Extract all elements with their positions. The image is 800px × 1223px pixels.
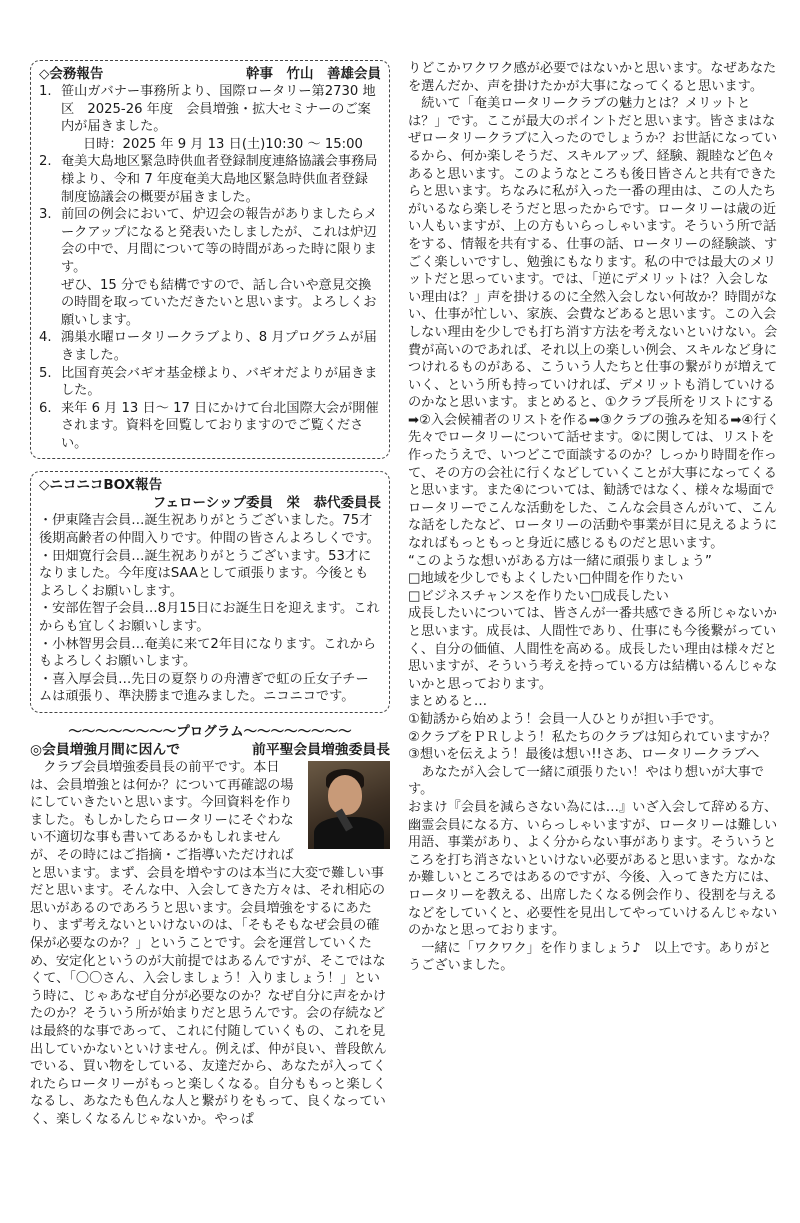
affairs-item-number: 2.: [39, 154, 52, 170]
affairs-item: [39, 83, 381, 136]
affairs-item-text: 前回の例会において、炉辺会の報告がありましたらメークアップになると発表いたしましたが、これは炉辺会の中で、月間について等の時間があった時に限ります。: [61, 207, 378, 275]
affairs-item: [39, 329, 381, 364]
program-summary-label: まとめると…: [408, 694, 488, 710]
program-paragraph: 成長したいについては、皆さんが一番共感できる所じゃないかと思います。成長は、人間性であり、仕事にも今後繋がっていく、自分の価値、人間性を高める。成長したい理由は様々だと思いますが、そういう考えを持っている方は結構いるんじゃないかと思っております。: [408, 606, 778, 692]
affairs-item-number: 4.: [39, 330, 52, 346]
affairs-item-text: 笹山ガバナー事務所より、国際ロータリー第2730 地区 2025-26 年度 会員増強・拡大セミナーのご案内が届きました。: [61, 84, 376, 135]
affairs-title: ◇会務報告: [39, 66, 104, 82]
program-paragraph: りどこかワクワク感が必要ではないかと思います。なぜあなたを選んだか、声を掛けたかが大事になってくると思います。: [408, 61, 777, 94]
program-banner: 〜〜〜〜〜〜〜〜プログラム〜〜〜〜〜〜〜〜: [68, 724, 352, 740]
affairs-item: [39, 206, 381, 276]
program-speaker: 前平聖会員増強委員長: [252, 742, 390, 758]
program-closing: 一緒に「ワクワク」を作りましょう♪ 以上です。ありがとうございました。: [408, 940, 772, 974]
left-column: [30, 60, 390, 1128]
affairs-item-number: 6.: [39, 400, 52, 416]
affairs-list: [39, 83, 381, 452]
affairs-item-text: 比国育英会バギオ基金様より、バギオだよりが届きました。: [61, 365, 378, 399]
nikoniko-header: [39, 476, 381, 494]
nikoniko-entry: ・小林智男会員…奄美に来て2年目になります。これからもよろしくお願いします。: [39, 636, 377, 670]
program-summary-point: ①勧誘から始めよう！会員一人ひとりが担い手です。: [408, 711, 723, 727]
nikoniko-box: [30, 471, 390, 713]
affairs-item-number: 1.: [39, 84, 52, 99]
affairs-item-text: 来年 6 月 13 日～ 17 日にかけて台北国際大会が開催されます。資料を回覧しておりますのでご覧ください。: [61, 400, 379, 451]
program-summary-point: ③想いを伝えよう！最後は想い!!さあ、ロータリークラブへ: [408, 747, 760, 763]
program-title: ◎会員増強月間に因んで: [30, 742, 181, 758]
photo-face: [328, 775, 362, 815]
program-paragraph: あなたが入会して一緒に頑張りたい！やはり想いが大事です。: [408, 764, 765, 798]
program-paragraph: クラブ会員増強委員長の前平です。本日は、会員増強とは何か？について再確認の場にしていきたいと思います。今回資料を作りました。もしかしたらロータリーにそぐわない不適切な事も書いてあるかもしれませんが、その時にはご指摘・ご指導いただければと思います。まず、会員を増やすのは本当に大変で難しい事だと思います。そんな中、入会してきた方々は、それ相応の思いがあるのであろうと思います。会員増強をするにあたり、まず考えないといけないのは、「そもそもなぜ会員の確保が必要なのか？」ということです。会を運営していくため、安定化というのが大前提ではあるんですが、そこではなくて、「〇〇さん、入会しましょう！入りましょう！」という時に、じゃあなぜ自分が必要なのか？なぜ自分に声をかけたのか？そういう所が始まりだと思うんです。会の存続などは最終的な事であって、これに付随していくもの、これを見出していかないといけません。例えば、仲が良い、普段飲んでいる、買い物をしている、友達だから、あなたが入ってくれたらロータリーがもっと楽しくなる。自分ももっと楽しくなるし、あなたも色んな人と繋がりをもって、良くなっていく、楽しくなるんじゃないか。やっぱ: [30, 760, 387, 1127]
program-paragraph: おまけ『会員を減らさない為には…』いざ入会して辞める方、幽霊会員になる方、いらっしゃいますが、ロータリーは難しい用語、事業があり、よく分からない事があります。そういうところを打ち消さないといけない必要があると思います。なかなか難しいところではあるのですが、今後、入ってきた方には、ロータリーを教える、出席したくなる例会作り、役割を与えるなどをしていくと、必要性を見出してやっていけるんじゃないのかなと思っております。: [408, 799, 778, 939]
affairs-item: [39, 153, 381, 206]
affairs-item-number: 5.: [39, 365, 52, 381]
program-summary-point: ②クラブをＰＲしよう！私たちのクラブは知られていますか？: [408, 729, 776, 745]
speaker-photo: [308, 761, 390, 849]
affairs-item: [39, 400, 381, 453]
affairs-item: [39, 365, 381, 400]
program-checklist-line: □ビジネスチャンスを作りたい□成長したい: [408, 588, 669, 604]
nikoniko-entry: ・喜入厚会員…先日の夏祭りの舟漕ぎで虹の丘女子チームは頑張り、準決勝まで進みました。ニコニコです。: [39, 671, 369, 705]
program-checklist-line: □地域を少しでもよくしたい□仲間を作りたい: [408, 571, 684, 587]
affairs-item3-note: ぜひ、15 分でも結構ですので、話し合いや意見交換の時間を取っていただきたいと思います。よろしくお願いします。: [61, 277, 377, 328]
affairs-item1-date: 日時：2025 年 9 月 13 日(土)10:30 ～ 15:00: [83, 136, 363, 152]
program-quote: “このような想いがある方は一緒に頑張りましょう”: [408, 553, 712, 569]
right-column: [408, 60, 780, 975]
affairs-item-number: 3.: [39, 207, 52, 223]
nikoniko-reporter: フェローシップ委員 栄 恭代委員長: [152, 495, 381, 512]
affairs-header: [39, 65, 381, 83]
nikoniko-entry: ・田畑寛行会員…誕生祝ありがとうございます。53才になりました。今年度はSAAとして頑張ります。今後ともよろしくお願いします。: [39, 548, 372, 599]
nikoniko-title: ◇ニコニコBOX報告: [39, 477, 163, 494]
nikoniko-entry: ・安部佐智子会員…8月15日にお誕生日を迎えます。これからも宜しくお願いします。: [39, 601, 380, 635]
program-body-left: [30, 759, 390, 1128]
program-header: [30, 741, 390, 759]
affairs-reporter: 幹事 竹山 善雄会員: [246, 66, 381, 82]
affairs-item-text: 奄美大島地区緊急時供血者登録制度連絡協議会事務局様より、令和 7 年度奄美大島地区緊急時供血者登録制度協議会の概要が届きました。: [61, 154, 378, 205]
affairs-item-text: 鴻巣水曜ロータリークラブより、8 月プログラムが届きました。: [61, 330, 377, 363]
nikoniko-entry: ・伊東隆吉会員…誕生祝ありがとうございました。75才後期高齢者の仲間入りです。仲間の皆さんよろしくです。: [39, 513, 380, 547]
program-paragraph: 続いて「奄美ロータリークラブの魅力とは？メリットとは？」です。ここが最大のポイントだと思います。皆さまはなぜロータリークラブに入ったのでしょうか？お世話になっているから、何か楽しそうだ、スキルアップ、経験、親睦など色々あると思います。このようなところも後日皆さんと共有できたらと思います。ちなみに私が入った一番の理由は、この人たちがいるなら楽しそうだと思ったからです。ロータリーは歳の近い人もいますが、上の方もいらっしゃいます。そういう所で話をする、情報を共有する、仕事の話、ロータリーの経験談、すごく楽しいですし、勉強にもなります。私の中では最大のメリットだと思っています。では、「逆にデメリットは？入会しない理由は？」声を掛けるのに全然入会しない何故か？時間がない、仕事が忙しい、家族、会費などあると思います。この入会しない理由を少しでも打ち消す方法を考えないといけない。会費が高いのであれば、それ以上の楽しい例会、スキルなど身につけれるものがある、こういう人たちと仕事の繋がりが増えていく、という所も持っていければ、デメリットも消していけるのかなと思います。まとめると、①クラブ長所をリストにする➡②入会候補者のリストを作る➡③クラブの強みを知る➡④行く先々でロータリーについて話せます。②に関しては、リストを作ったうえで、いつどこで面談するのか？しっかり時間を作って、その方の会社に行くなどしていくことが大事になってくると思います。また④については、勧誘ではなく、様々な場面でロータリーでこんな活動をした、こんな会員さんがいて、こんな話をしたなど、ロータリーの活動や事業が目に見えるようになればもっともっと身近に感じるものだと思います。: [408, 96, 780, 552]
affairs-report-box: [30, 60, 390, 459]
